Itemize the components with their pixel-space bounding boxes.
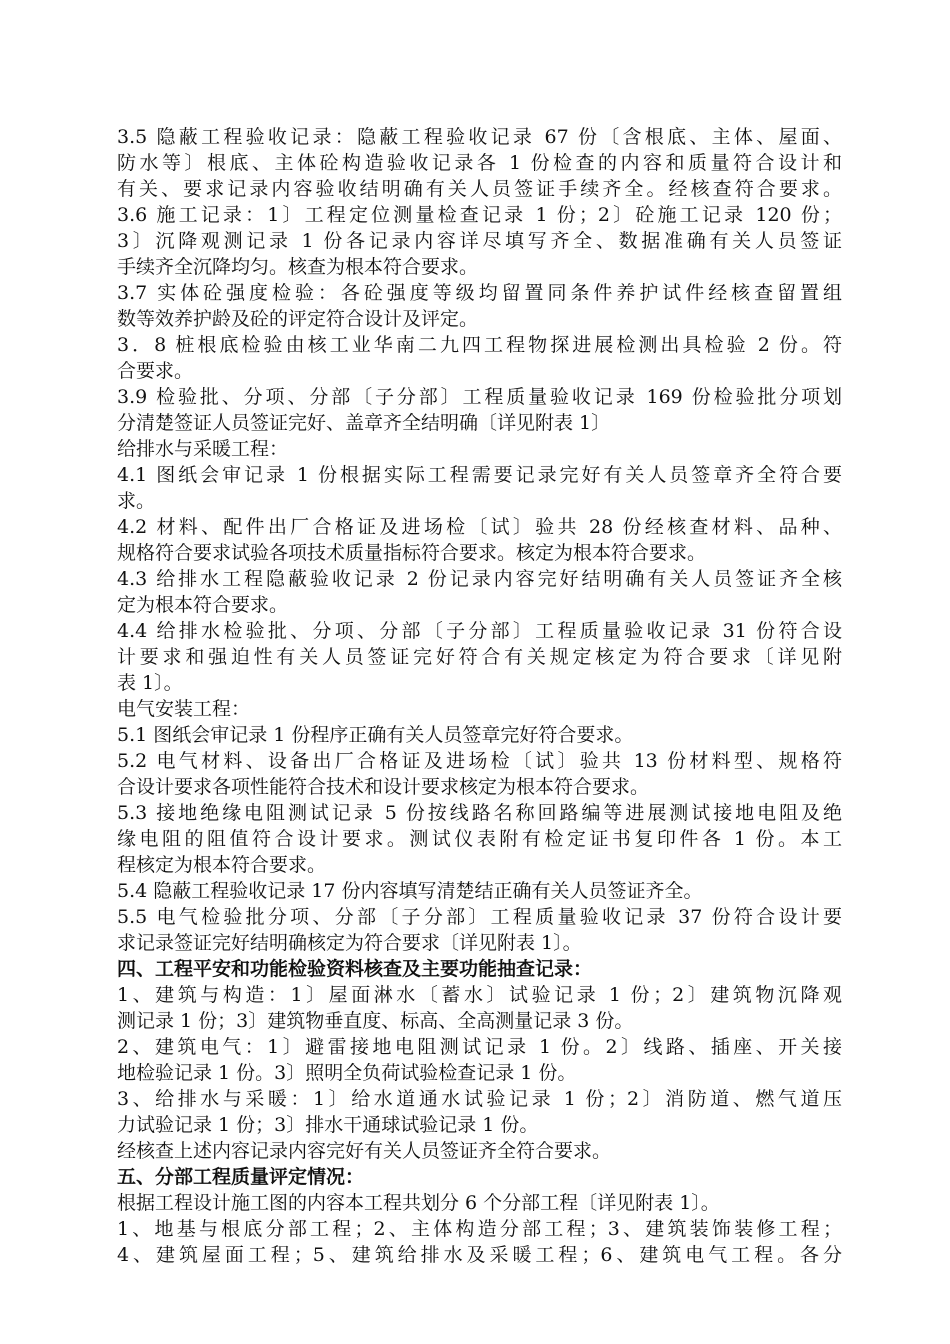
- text-line: 表 1〕。: [117, 672, 183, 694]
- text-line: 3.9 检验批、分项、分部〔子分部〕工程质量验收记录 169 份检验批分项划: [117, 386, 842, 408]
- text-line: 缘电阻的阻值符合设计要求。测试仪表附有检定证书复印件各 1 份。本工: [117, 828, 842, 850]
- text-line: 4.2 材料、配件出厂合格证及进场检〔试〕验共 28 份经核查材料、品种、: [117, 516, 842, 538]
- text-line: 3、给排水与采暖：1〕给水道通水试验记录 1 份；2〕消防道、燃气道压: [117, 1088, 842, 1110]
- text-line: 4.4 给排水检验批、分项、分部〔子分部〕工程质量验收记录 31 份符合设: [117, 620, 842, 642]
- text-line: 地检验记录 1 份。3〕照明全负荷试验检查记录 1 份。: [117, 1062, 577, 1084]
- text-line: 经核查上述内容记录内容完好有关人员签证齐全符合要求。: [117, 1140, 612, 1162]
- text-line: 3.6 施工记录：1〕工程定位测量检查记录 1 份；2〕砼施工记录 120 份；: [117, 204, 842, 226]
- text-line: 定为根本符合要求。: [117, 594, 289, 616]
- text-line: 求。: [117, 490, 156, 512]
- text-line: 4.1 图纸会审记录 1 份根据实际工程需要记录完好有关人员签章齐全符合要: [117, 464, 842, 486]
- text-line: 5.3 接地绝缘电阻测试记录 5 份按线路名称回路编等进展测试接地电阻及绝: [117, 802, 842, 824]
- text-line: 1、建筑与构造：1〕屋面淋水〔蓄水〕试验记录 1 份；2〕建筑物沉降观: [117, 984, 842, 1006]
- text-line: 电气安装工程：: [117, 698, 251, 720]
- text-line: 3.5 隐蔽工程验收记录：隐蔽工程验收记录 67 份〔含根底、主体、屋面、: [117, 126, 842, 148]
- text-line: 手续齐全沉降均匀。核查为根本符合要求。: [117, 256, 479, 278]
- text-line: 有关、要求记录内容验收结明确有关人员签证手续齐全。经核查符合要求。: [117, 178, 842, 200]
- text-line: 5.2 电气材料、设备出厂合格证及进场检〔试〕验共 13 份材料型、规格符: [117, 750, 842, 772]
- text-line: 数等效养护龄及砼的评定符合设计及评定。: [117, 308, 479, 330]
- text-line: 5.4 隐蔽工程验收记录 17 份内容填写清楚结正确有关人员签证齐全。: [117, 880, 703, 902]
- text-line: 3〕沉降观测记录 1 份各记录内容详尽填写齐全、数据准确有关人员签证: [117, 230, 842, 252]
- text-line: 程核定为根本符合要求。: [117, 854, 327, 876]
- document-body: [117, 124, 842, 1268]
- text-line: 4.3 给排水工程隐蔽验收记录 2 份记录内容完好结明确有关人员签证齐全核: [117, 568, 842, 590]
- text-line: 5.5 电气检验批分项、分部〔子分部〕工程质量验收记录 37 份符合设计要: [117, 906, 842, 928]
- text-line: 根据工程设计施工图的内容本工程共划分 6 个分部工程〔详见附表 1〕。: [117, 1192, 720, 1214]
- section-heading: 五、分部工程质量评定情况：: [117, 1166, 365, 1188]
- text-line: 防水等〕根底、主体砼构造验收记录各 1 份检查的内容和质量符合设计和: [117, 152, 842, 174]
- text-line: 5.1 图纸会审记录 1 份程序正确有关人员签章完好符合要求。: [117, 724, 634, 746]
- text-line: 给排水与采暖工程：: [117, 438, 289, 460]
- text-line: 2、建筑电气：1〕避雷接地电阻测试记录 1 份。2〕线路、插座、开关接: [117, 1036, 842, 1058]
- section-heading: 四、工程平安和功能检验资料核查及主要功能抽查记录：: [117, 958, 593, 980]
- text-line: 力试验记录 1 份；3〕排水干通球试验记录 1 份。: [117, 1114, 539, 1136]
- text-line: 规格符合要求试验各项技术质量指标符合要求。核定为根本符合要求。: [117, 542, 707, 564]
- text-line: 3.7 实体砼强度检验：各砼强度等级均留置同条件养护试件经核查留置组: [117, 282, 842, 304]
- text-line: 分清楚签证人员签证完好、盖章齐全结明确〔详见附表 1〕: [117, 412, 611, 434]
- text-line: 3．8 桩根底检验由核工业华南二九四工程物探进展检测出具检验 2 份。符: [117, 334, 842, 356]
- text-line: 合要求。: [117, 360, 194, 382]
- text-line: 1、地基与根底分部工程；2、主体构造分部工程；3、建筑装饰装修工程；: [117, 1218, 842, 1240]
- text-line: 测记录 1 份；3〕建筑物垂直度、标高、全高测量记录 3 份。: [117, 1010, 634, 1032]
- text-line: 合设计要求各项性能符合技术和设计要求核定为根本符合要求。: [117, 776, 650, 798]
- text-line: 求记录签证完好结明确核定为符合要求〔详见附表 1〕。: [117, 932, 582, 954]
- text-line: 4、建筑屋面工程；5、建筑给排水及采暖工程；6、建筑电气工程。各分: [117, 1244, 842, 1266]
- text-line: 计要求和强迫性有关人员签证完好符合有关规定核定为符合要求〔详见附: [117, 646, 842, 668]
